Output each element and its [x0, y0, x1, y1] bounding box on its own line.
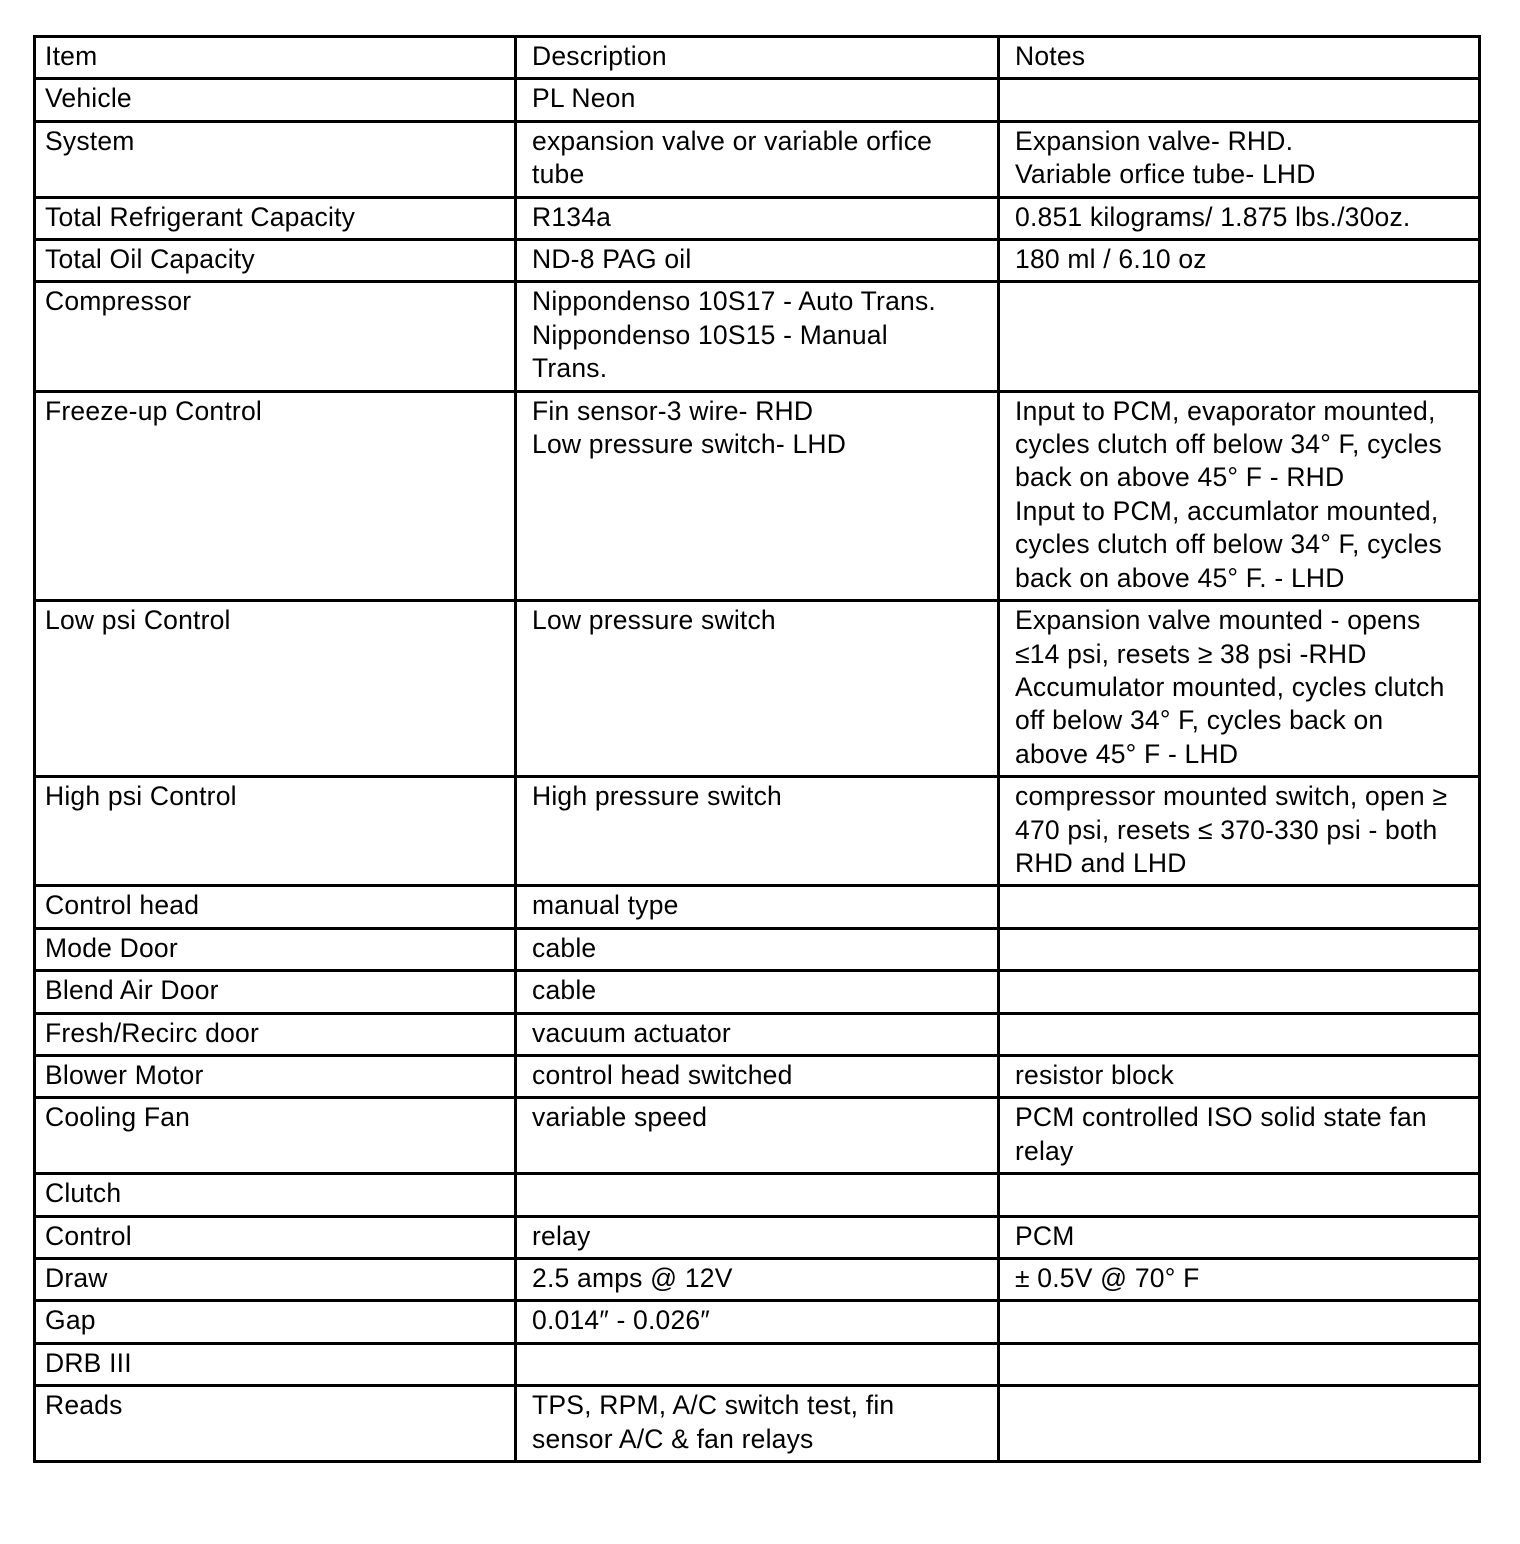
- table-row: [35, 1098, 1480, 1174]
- cell-item: Clutch: [35, 1174, 516, 1216]
- cell-description: variable speed: [516, 1098, 999, 1174]
- table-row: [35, 197, 1480, 239]
- cell-item: Total Refrigerant Capacity: [35, 197, 516, 239]
- table-row: [35, 1174, 1480, 1216]
- cell-description: manual type: [516, 886, 999, 928]
- cell-item: Low psi Control: [35, 601, 516, 777]
- cell-notes: [999, 971, 1480, 1013]
- cell-description: [516, 1174, 999, 1216]
- table-row: [35, 886, 1480, 928]
- header-item: Item: [35, 37, 516, 79]
- table-row: [35, 1055, 1480, 1097]
- cell-item: Blower Motor: [35, 1055, 516, 1097]
- table-row: [35, 240, 1480, 282]
- cell-description: R134a: [516, 197, 999, 239]
- table-row: [35, 391, 1480, 600]
- table-row: [35, 79, 1480, 121]
- cell-description: 2.5 amps @ 12V: [516, 1259, 999, 1301]
- table-row: [35, 1301, 1480, 1343]
- cell-description: Fin sensor-3 wire- RHD Low pressure switch- LHD: [516, 391, 999, 600]
- cell-item: DRB III: [35, 1343, 516, 1385]
- cell-description: PL Neon: [516, 79, 999, 121]
- table-row: [35, 121, 1480, 197]
- cell-description: cable: [516, 928, 999, 970]
- table-row: [35, 928, 1480, 970]
- cell-item: Control: [35, 1216, 516, 1258]
- cell-item: Compressor: [35, 282, 516, 391]
- cell-notes: [999, 282, 1480, 391]
- cell-notes: resistor block: [999, 1055, 1480, 1097]
- table-row: [35, 971, 1480, 1013]
- cell-item: Freeze-up Control: [35, 391, 516, 600]
- table-row: [35, 1386, 1480, 1462]
- cell-notes: Input to PCM, evaporator mounted, cycles clutch off below 34° F, cycles back on above 45° F - RHD Input to PCM, accumlator mounted, cycles clutch off below 34° F, cycles back on above 45° F. - LHD: [999, 391, 1480, 600]
- cell-notes: [999, 79, 1480, 121]
- table-row: [35, 1259, 1480, 1301]
- cell-item: High psi Control: [35, 777, 516, 886]
- cell-description: TPS, RPM, A/C switch test, fin sensor A/C & fan relays: [516, 1386, 999, 1462]
- table-header-row: [35, 37, 1480, 79]
- cell-description: Nippondenso 10S17 - Auto Trans. Nippondenso 10S15 - Manual Trans.: [516, 282, 999, 391]
- cell-notes: Expansion valve- RHD. Variable orfice tube- LHD: [999, 121, 1480, 197]
- cell-description: ND-8 PAG oil: [516, 240, 999, 282]
- cell-notes: [999, 1174, 1480, 1216]
- table-row: [35, 1013, 1480, 1055]
- cell-item: System: [35, 121, 516, 197]
- cell-item: Total Oil Capacity: [35, 240, 516, 282]
- cell-description: relay: [516, 1216, 999, 1258]
- cell-item-text: Gap: [45, 1305, 96, 1336]
- cell-description: High pressure switch: [516, 777, 999, 886]
- table-row: [35, 601, 1480, 777]
- cell-notes: compressor mounted switch, open ≥ 470 psi, resets ≤ 370-330 psi - both RHD and LHD: [999, 777, 1480, 886]
- cell-item: Reads: [35, 1386, 516, 1462]
- cell-item: Mode Door: [35, 928, 516, 970]
- cell-description: cable: [516, 971, 999, 1013]
- cell-description: vacuum actuator: [516, 1013, 999, 1055]
- cell-item: Blend Air Door: [35, 971, 516, 1013]
- cell-notes: PCM: [999, 1216, 1480, 1258]
- cell-description: expansion valve or variable orfice tube: [516, 121, 999, 197]
- cell-notes: 180 ml / 6.10 oz: [999, 240, 1480, 282]
- header-description: Description: [516, 37, 999, 79]
- cell-notes: [999, 1301, 1480, 1343]
- cell-notes: ± 0.5V @ 70° F: [999, 1259, 1480, 1301]
- cell-description: control head switched: [516, 1055, 999, 1097]
- cell-notes: Expansion valve mounted - opens ≤14 psi, resets ≥ 38 psi -RHD Accumulator mounted, cycles clutch off below 34° F, cycles back on above 45° F - LHD: [999, 601, 1480, 777]
- cell-notes: PCM controlled ISO solid state fan relay: [999, 1098, 1480, 1174]
- cell-notes: [999, 886, 1480, 928]
- cell-item: Control head: [35, 886, 516, 928]
- table-row: [35, 282, 1480, 391]
- cell-description: Low pressure switch: [516, 601, 999, 777]
- cell-notes: [999, 1386, 1480, 1462]
- cell-notes: 0.851 kilograms/ 1.875 lbs./30oz.: [999, 197, 1480, 239]
- table-row: [35, 777, 1480, 886]
- table-row: [35, 1216, 1480, 1258]
- cell-description: [516, 1343, 999, 1385]
- cell-item: [35, 1301, 516, 1343]
- cell-notes: [999, 928, 1480, 970]
- specification-table: [33, 35, 1481, 1463]
- header-notes: Notes: [999, 37, 1480, 79]
- cell-description: 0.014″ - 0.026″: [516, 1301, 999, 1343]
- cell-notes: [999, 1013, 1480, 1055]
- cell-notes: [999, 1343, 1480, 1385]
- table-row: [35, 1343, 1480, 1385]
- cell-item: Cooling Fan: [35, 1098, 516, 1174]
- cell-item: Vehicle: [35, 79, 516, 121]
- cell-item: Fresh/Recirc door: [35, 1013, 516, 1055]
- cell-item: Draw: [35, 1259, 516, 1301]
